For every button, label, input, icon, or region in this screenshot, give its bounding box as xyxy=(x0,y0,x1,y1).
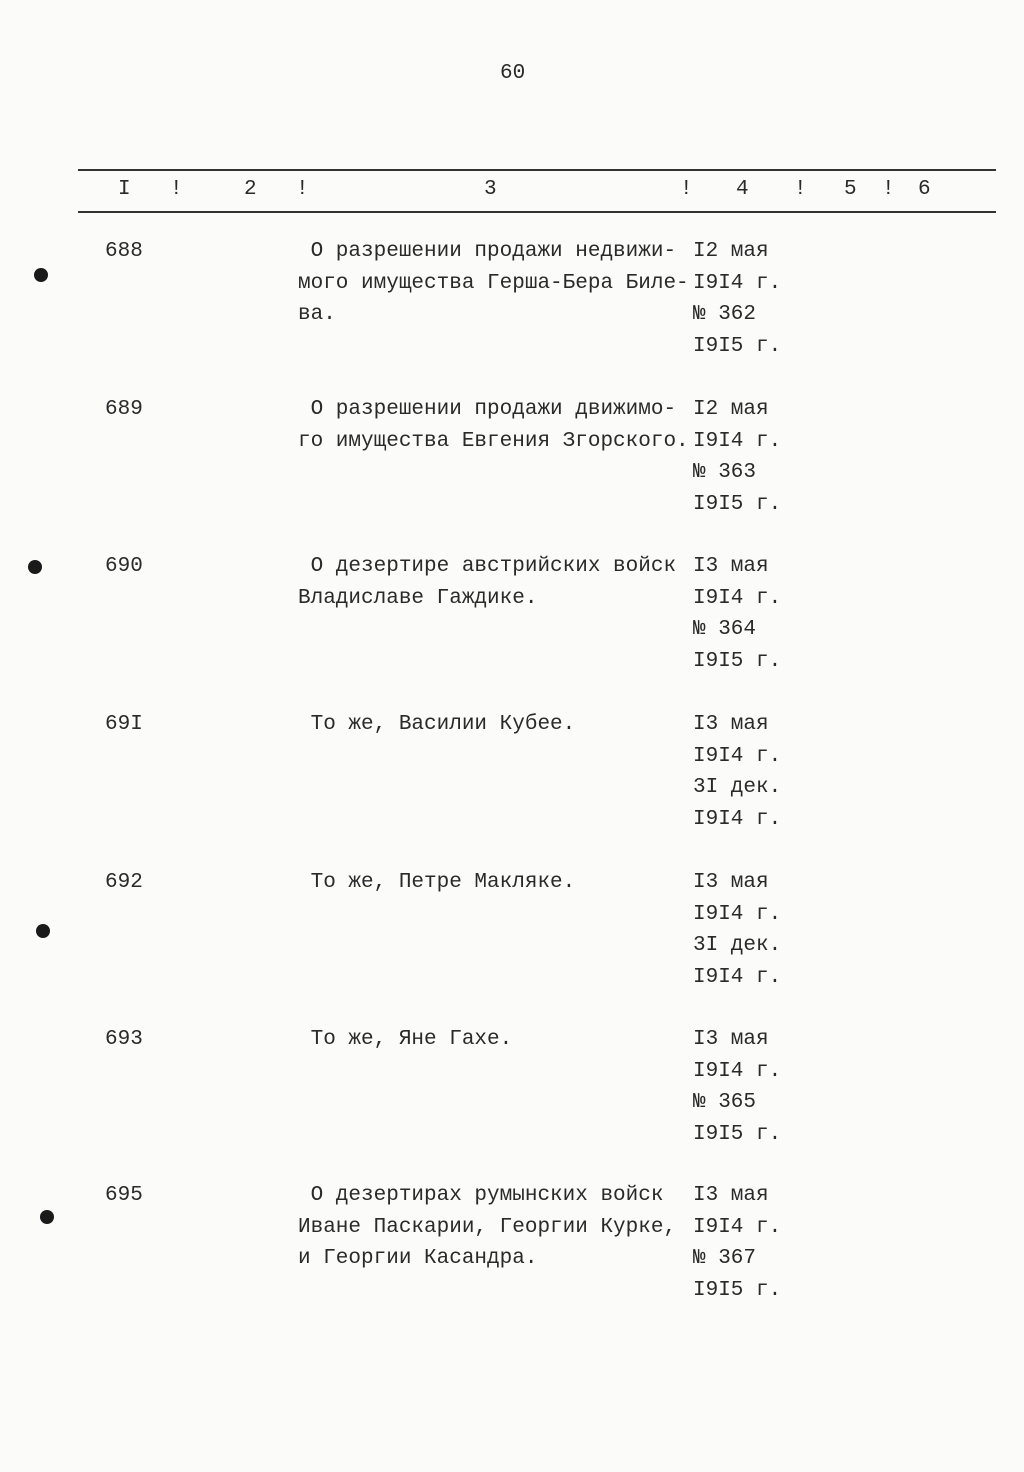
date-line: I9I4 г. xyxy=(693,807,782,831)
date-line: I3 мая xyxy=(693,713,769,736)
description-line: То же, Петре Макляке. xyxy=(298,871,576,894)
description-line: О разрешении продажи движимо- xyxy=(298,398,677,421)
binding-hole xyxy=(40,1210,54,1224)
date-line: I3 мая xyxy=(693,871,769,894)
description-line: Иване Паскарии, Георгии Курке, xyxy=(298,1215,677,1239)
date-line: I2 мая xyxy=(693,240,769,263)
date-line: 3I дек. xyxy=(693,934,782,957)
col-2-header: 2 xyxy=(244,178,257,201)
entry-description xyxy=(298,398,689,461)
table-row xyxy=(0,398,1024,538)
entry-description xyxy=(298,713,575,745)
entry-number: 695 xyxy=(105,1184,143,1207)
entry-dates xyxy=(693,555,781,681)
entry-number: 692 xyxy=(105,871,143,894)
date-line: I9I4 г. xyxy=(693,586,782,610)
entry-number: 688 xyxy=(105,240,143,263)
entry-number: 690 xyxy=(105,555,143,578)
entry-number: 69I xyxy=(105,713,143,736)
table-row xyxy=(0,1028,1024,1168)
date-line: I9I5 г. xyxy=(693,492,782,516)
date-line: I9I4 г. xyxy=(693,902,782,926)
col-separator: ! xyxy=(794,178,807,201)
date-line: I9I5 г. xyxy=(693,1122,782,1146)
entry-number: 689 xyxy=(105,398,143,421)
description-line: О дезертире австрийских войск xyxy=(298,555,677,578)
col-5-header: 5 xyxy=(844,178,857,201)
header-bottom-rule xyxy=(78,211,996,213)
description-line: О разрешении продажи недвижи- xyxy=(298,240,677,263)
binding-hole xyxy=(36,924,50,938)
description-line: мого имущества Герша-Бера Биле- xyxy=(298,271,689,295)
date-line: № 367 xyxy=(693,1247,757,1270)
col-1-header: I xyxy=(118,178,131,201)
date-line: I9I5 г. xyxy=(693,1278,782,1302)
description-line: Владиславе Гаждике. xyxy=(298,586,538,610)
col-separator: ! xyxy=(170,178,183,201)
date-line: № 365 xyxy=(693,1091,757,1114)
description-line: То же, Василии Кубее. xyxy=(298,713,576,736)
entry-number: 693 xyxy=(105,1028,143,1051)
date-line: № 364 xyxy=(693,618,757,641)
entry-dates xyxy=(693,871,781,997)
date-line: I3 мая xyxy=(693,1028,769,1051)
table-row xyxy=(0,871,1024,1011)
date-line: I9I4 г. xyxy=(693,1215,782,1239)
entry-dates xyxy=(693,1028,781,1154)
table-row xyxy=(0,713,1024,853)
binding-hole xyxy=(34,268,48,282)
entry-description xyxy=(298,240,689,335)
col-3-header: 3 xyxy=(484,178,497,201)
entry-dates xyxy=(693,240,781,366)
date-line: I3 мая xyxy=(693,555,769,578)
date-line: I9I5 г. xyxy=(693,334,782,358)
description-line: ва. xyxy=(298,303,336,326)
entry-dates xyxy=(693,1184,781,1310)
date-line: I9I4 г. xyxy=(693,271,782,295)
col-separator: ! xyxy=(882,178,895,201)
date-line: I9I4 г. xyxy=(693,429,782,453)
description-line: То же, Яне Гахе. xyxy=(298,1028,513,1051)
description-line: О дезертирах румынских войск xyxy=(298,1184,664,1207)
table-row xyxy=(0,555,1024,695)
binding-hole xyxy=(28,560,42,574)
table-row xyxy=(0,1184,1024,1324)
date-line: I9I4 г. xyxy=(693,1059,782,1083)
date-line: 3I дек. xyxy=(693,776,782,799)
entry-description xyxy=(298,555,676,618)
page-number: 60 xyxy=(500,62,526,85)
date-line: I9I4 г. xyxy=(693,744,782,768)
date-line: I2 мая xyxy=(693,398,769,421)
table-row xyxy=(0,240,1024,380)
entry-dates xyxy=(693,713,781,839)
header-top-rule xyxy=(78,169,996,171)
date-line: № 363 xyxy=(693,461,757,484)
col-separator: ! xyxy=(296,178,309,201)
date-line: I9I4 г. xyxy=(693,965,782,989)
entry-description xyxy=(298,1184,676,1279)
description-line: го имущества Евгения Згорского. xyxy=(298,429,689,453)
col-separator: ! xyxy=(680,178,693,201)
entry-dates xyxy=(693,398,781,524)
entry-description xyxy=(298,1028,512,1060)
date-line: № 362 xyxy=(693,303,757,326)
col-4-header: 4 xyxy=(736,178,749,201)
entry-description xyxy=(298,871,575,903)
date-line: I3 мая xyxy=(693,1184,769,1207)
col-6-header: 6 xyxy=(918,178,931,201)
description-line: и Георгии Касандра. xyxy=(298,1247,538,1270)
date-line: I9I5 г. xyxy=(693,649,782,673)
